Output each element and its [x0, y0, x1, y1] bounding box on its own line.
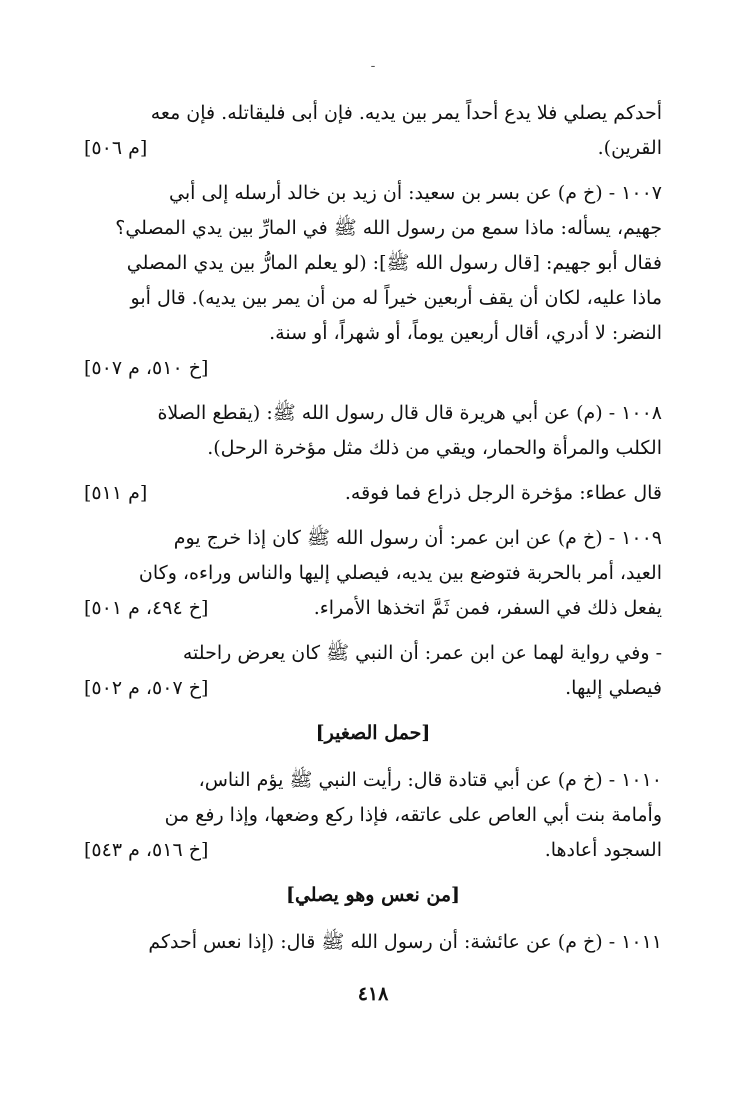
line-text: العيد، أمر بالحربة فتوضع بين يديه، فيصلي إليها والناس وراءه، وكان: [138, 562, 662, 584]
source-reference: [م ٥٠٦]: [84, 137, 148, 159]
text-line: [84, 556, 662, 591]
text-line: [84, 521, 662, 556]
page-number: ٤١٨: [357, 983, 389, 1005]
source-reference: [خ ٤٩٤، م ٥٠١]: [84, 597, 209, 619]
paragraph-h1011: [84, 925, 662, 960]
hadith-section-c: [84, 925, 662, 960]
paragraph-h1008-note: [84, 476, 662, 511]
line-text: وأمامة بنت أبي العاص على عاتقه، فإذا ركع وضعها، وإذا رفع من: [164, 804, 662, 826]
paragraph-h1009: [84, 521, 662, 626]
text-line: [84, 476, 662, 511]
line-text: فيصلي إليها.: [565, 677, 662, 699]
hadith-section-a: [84, 96, 662, 706]
line-text: النضر: لا أدري، أقال أربعين يوماً، أو شهراً، أو سنة.: [269, 322, 662, 344]
line-text: ١٠٠٨ - (م) عن أبي هريرة قال قال رسول الله ﷺ: (يقطع الصلاة: [157, 402, 662, 424]
text-line: [84, 351, 662, 386]
line-text: ١٠١١ - (خ م) عن عائشة: أن رسول الله ﷺ قال: (إذا نعس أحدكم: [148, 931, 662, 953]
text-line: [84, 246, 662, 281]
line-text: أحدكم يصلي فلا يدع أحداً يمر بين يديه. فإن أبى فليقاتله. فإن معه: [150, 102, 662, 124]
source-reference: [خ ٥٠٧، م ٥٠٢]: [84, 677, 209, 699]
line-text: - وفي رواية لهما عن ابن عمر: أن النبي ﷺ كان يعرض راحلته: [182, 642, 662, 664]
page-content: [84, 96, 662, 970]
line-text: ١٠٠٩ - (خ م) عن ابن عمر: أن رسول الله ﷺ كان إذا خرج يوم: [173, 527, 662, 549]
line-text: ماذا عليه، لكان أن يقف أربعين خيراً له من أن يمر بين يديه). قال أبو: [130, 287, 662, 309]
text-line: [84, 316, 662, 351]
line-text: ١٠١٠ - (خ م) عن أبي قتادة قال: رأيت النبي ﷺ يؤم الناس،: [198, 769, 662, 791]
source-reference: [م ٥١١]: [84, 482, 148, 504]
text-line: [84, 671, 662, 706]
section-heading-dozing: [من نعس وهو يصلي]: [285, 884, 461, 906]
source-reference: [خ ٥١٠، م ٥٠٧]: [84, 357, 209, 379]
text-line: [84, 281, 662, 316]
line-text: ١٠٠٧ - (خ م) عن بسر بن سعيد: أن زيد بن خالد أرسله إلى أبي: [169, 182, 662, 204]
text-line: [84, 591, 662, 626]
line-text: قال عطاء: مؤخرة الرجل ذراع فما فوقه.: [344, 482, 662, 504]
text-line: [84, 833, 662, 868]
paragraph-h1010: [84, 763, 662, 868]
text-line: [84, 96, 662, 131]
text-line: [84, 798, 662, 833]
top-mark: -: [370, 58, 376, 74]
text-line: [84, 431, 662, 466]
text-line: [84, 211, 662, 246]
section-heading-carrying-child: [حمل الصغير]: [315, 722, 431, 744]
line-text: السجود أعادها.: [544, 839, 662, 861]
paragraph-p-cont: [84, 96, 662, 166]
paragraph-h1007: [84, 176, 662, 386]
text-line: [84, 396, 662, 431]
line-text: القرين).: [597, 137, 662, 159]
text-line: [84, 636, 662, 671]
text-line: [84, 925, 662, 960]
line-text: جهيم، يسأله: ماذا سمع من رسول الله ﷺ في المارِّ بين يدي المصلي؟: [115, 217, 662, 239]
line-text: الكلب والمرأة والحمار، ويقي من ذلك مثل مؤخرة الرحل).: [207, 437, 662, 459]
text-line: [84, 763, 662, 798]
text-line: [84, 131, 662, 166]
hadith-section-b: [84, 763, 662, 868]
line-text: فقال أبو جهيم: [قال رسول الله ﷺ]: (لو يعلم المارُّ بين يدي المصلي: [126, 252, 662, 274]
paragraph-h1009-b: [84, 636, 662, 706]
line-text: يفعل ذلك في السفر، فمن ثَمَّ اتخذها الأمراء.: [313, 597, 662, 619]
text-line: [84, 176, 662, 211]
source-reference: [خ ٥١٦، م ٥٤٣]: [84, 839, 209, 861]
paragraph-h1008: [84, 396, 662, 466]
